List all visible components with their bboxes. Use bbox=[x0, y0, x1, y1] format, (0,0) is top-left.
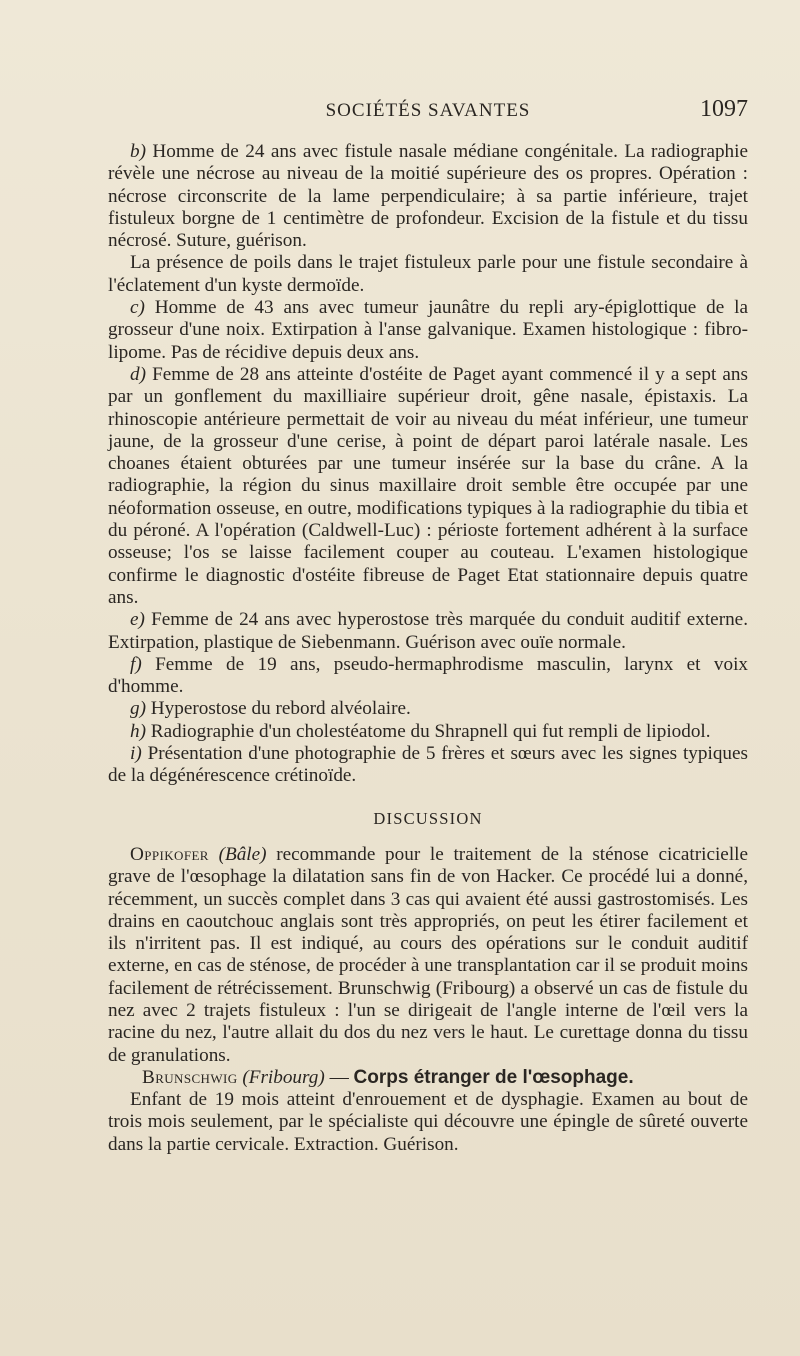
case-text: Femme de 19 ans, pseudo-hermaphrodisme masculin, larynx et voix d'homme. bbox=[108, 653, 748, 698]
case-f bbox=[108, 654, 748, 699]
case-letter: h) bbox=[130, 720, 146, 742]
case-text: Radiographie d'un cholestéatome du Shrapnell qui fut rempli de lipiodol. bbox=[145, 720, 711, 742]
discussion-author: Oppikofer bbox=[130, 843, 209, 865]
section-title bbox=[108, 1067, 748, 1089]
case-h bbox=[108, 721, 748, 743]
case-text: Femme de 28 ans atteinte d'ostéite de Paget ayant commencé il y a sept ans par un gonflement du maxilliaire supérieur droit, gêne nasale, épistaxis. La rhinoscopie antérieure permettait de voir au niveau du méat inférieur, une tumeur jaune, de la grosseur d'une cerise, à point de départ paroi latérale nasale. Les choanes étaient obturées par une tumeur insérée sur la base du crâne. A la radiographie, la région du sinus maxillaire droit semble être occupée par une néoformation osseuse, en outre, modifications typiques à la radiographie du tibia et du péroné. A l'opération (Caldwell-Luc) : périoste fortement adhérent à la surface osseuse; l'os se laisse facilement couper au couteau. L'examen histologique confirme le diagnostic d'ostéite fibreuse de Paget Etat stationnaire depuis quatre ans. bbox=[108, 363, 748, 608]
section-author: Brunschwig bbox=[142, 1066, 238, 1088]
case-c bbox=[108, 297, 748, 364]
body-text bbox=[108, 141, 748, 1156]
case-text: Présentation d'une photographie de 5 frères et sœurs avec les signes typiques de la dégénérescence crétinoïde. bbox=[108, 743, 748, 787]
case-text: Femme de 24 ans avec hyperostose très marquée du conduit auditif externe. Extirpation, plastique de Siebenmann. Guérison avec ouïe normale. bbox=[108, 609, 748, 653]
case-text: La présence de poils dans le trajet fistuleux parle pour une fistule secondaire à l'éclatement d'un kyste dermoïde. bbox=[108, 252, 748, 296]
discussion-place: (Bâle) bbox=[218, 843, 267, 865]
case-i bbox=[108, 743, 748, 788]
discussion-paragraph bbox=[108, 844, 748, 1067]
case-letter: c) bbox=[130, 297, 145, 319]
case-g bbox=[108, 698, 748, 720]
running-title: SOCIÉTÉS SAVANTES bbox=[325, 100, 531, 121]
case-d bbox=[108, 364, 748, 609]
case-letter: d) bbox=[130, 363, 146, 385]
running-head bbox=[108, 96, 748, 126]
case-text: Hyperostose du rebord alvéolaire. bbox=[145, 698, 411, 720]
case-letter: f) bbox=[130, 653, 142, 675]
case-letter: g) bbox=[130, 698, 146, 720]
section-subject: Corps étranger de l'œsophage. bbox=[353, 1066, 634, 1088]
discussion-text: recommande pour le traitement de la sténose cicatricielle grave de l'œsophage la dilatation sans fin de von Hacker. Ce procédé lui a donné, récemment, un succès complet dans 3 cas qui avaient été aussi gastrostomisés. Les drains en caoutchouc anglais sont très appropriés, on peut les étirer facilement et ils n'irritent pas. Il est indiqué, au cours des opérations sur le conduit auditif externe, en cas de sténose, de procéder à une transplantation car il se produit moins facilement de rétrécissement. Brunschwig (Fribourg) a observé un cas de fistule du nez avec 2 trajets fistuleux : l'un se dirigeait de l'angle interne de l'œil vers la racine du nez, l'autre allait du dos du nez vers le haut. Le curettage donna du tissu de granulations. bbox=[108, 843, 748, 1066]
section-place: (Fribourg) bbox=[242, 1066, 325, 1088]
section-text: Enfant de 19 mois atteint d'enrouement et de dysphagie. Examen au bout de trois mois seulement, par le spécialiste qui découvre une épingle de sûreté ouverte dans la partie cervicale. Extraction. Guérison. bbox=[108, 1089, 748, 1155]
page-number: 1097 bbox=[700, 96, 748, 122]
case-text: Homme de 43 ans avec tumeur jaunâtre du repli ary-épiglottique de la grosseur d'une noix. Extirpation à l'anse galvanique. Examen histologique : fibro-lipome. Pas de récidive depuis deux ans. bbox=[108, 297, 748, 363]
case-b-comment bbox=[108, 252, 748, 297]
section-dash: — bbox=[324, 1066, 354, 1088]
case-letter: e) bbox=[130, 609, 145, 631]
case-text: Homme de 24 ans avec fistule nasale médiane congénitale. La radiographie révèle une nécrose au niveau de la moitié supérieure des os propres. Opération : nécrose circonscrite de la lame perpendiculaire; à sa partie inférieure, trajet fistuleux borgne de 1 centimètre de profondeur. Excision de la fistule et du tissu nécrosé. Suture, guérison. bbox=[108, 141, 748, 252]
case-b bbox=[108, 141, 748, 252]
section-paragraph bbox=[108, 1089, 748, 1156]
case-letter: i) bbox=[130, 743, 142, 765]
case-letter: b) bbox=[130, 141, 146, 162]
discussion-heading: DISCUSSION bbox=[373, 808, 483, 828]
case-e bbox=[108, 609, 748, 654]
